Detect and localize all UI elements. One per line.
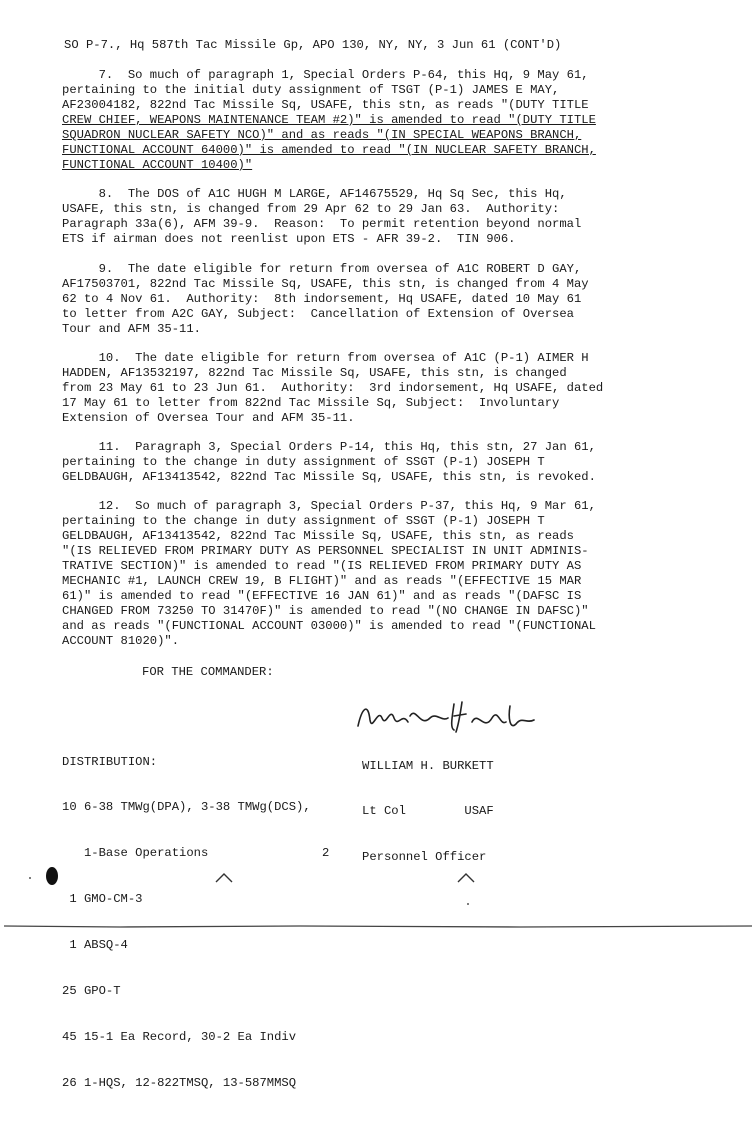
paragraph-line: pertaining to the change in duty assignment of SSGT (P-1) JOSEPH T	[62, 514, 545, 528]
signer-rank: Lt Col	[362, 804, 406, 819]
paragraph-line: 61)" is amended to read "(EFFECTIVE 16 JAN 61)" and as reads "(DAFSC IS	[62, 589, 582, 603]
paragraph-line: CREW CHIEF, WEAPONS MAINTENANCE TEAM #2)" is amended to read "(DUTY TITLE	[62, 113, 596, 127]
distribution-line: 45 15-1 Ea Record, 30-2 Ea Indiv	[62, 1029, 297, 1044]
paragraph-line: 12. So much of paragraph 3, Special Orders P-37, this Hq, 9 Mar 61,	[62, 499, 596, 513]
paragraph-line: ETS if airman does not reenlist upon ETS - AFR 39-2. TIN 906.	[62, 232, 516, 246]
distribution-line: 1 ABSQ-4	[62, 938, 128, 953]
paragraph-line: MECHANIC #1, LAUNCH CREW 19, B FLIGHT)" and as reads "(EFFECTIVE 15 MAR	[62, 574, 582, 588]
paragraph-line: ACCOUNT 81020)".	[62, 634, 180, 648]
distribution-line: 10 6-38 TMWg(DPA), 3-38 TMWg(DCS),	[62, 800, 311, 815]
paragraph-line: HADDEN, AF13532197, 822nd Tac Missile Sq, USAFE, this stn, is changed	[62, 366, 567, 380]
paragraph-line: TRATIVE SECTION)" is amended to read "(IS RELIEVED FROM PRIMARY DUTY AS	[62, 559, 582, 573]
paragraph-line: 11. Paragraph 3, Special Orders P-14, this Hq, this stn, 27 Jan 61,	[62, 440, 596, 454]
paragraph-line: and as reads "(FUNCTIONAL ACCOUNT 03000)" is amended to read "(FUNCTIONAL	[62, 619, 596, 633]
signer-service: USAF	[464, 804, 494, 819]
paragraph-line: "(IS RELIEVED FROM PRIMARY DUTY AS PERSONNEL SPECIALIST IN UNIT ADMINIS-	[62, 544, 589, 558]
scan-artifacts	[0, 860, 756, 940]
signer-name: WILLIAM H. BURKETT	[362, 758, 494, 773]
paragraph-line: pertaining to the initial duty assignment of TSGT (P-1) JAMES E MAY,	[62, 83, 560, 97]
distribution-line: 25 GPO-T	[62, 984, 121, 999]
paragraph-line: USAFE, this stn, is changed from 29 Apr 62 to 29 Jan 63. Authority:	[62, 202, 560, 216]
page-number: 2	[322, 846, 330, 860]
for-the-commander: FOR THE COMMANDER:	[142, 665, 274, 679]
paragraph-line: FUNCTIONAL ACCOUNT 64000)" is amended to read "(IN NUCLEAR SAFETY BRANCH,	[62, 143, 596, 157]
paragraph-line: SQUADRON NUCLEAR SAFETY NCO)" and as reads "(IN SPECIAL WEAPONS BRANCH,	[62, 128, 582, 142]
paragraph-line: Paragraph 33a(6), AFM 39-9. Reason: To permit retention beyond normal	[62, 217, 582, 231]
paragraph-line: 62 to 4 Nov 61. Authority: 8th indorsement, Hq USAFE, dated 10 May 61	[62, 292, 582, 306]
signer-rank-service	[362, 804, 494, 819]
paragraph-line: to letter from A2C GAY, Subject: Cancellation of Extension of Oversea	[62, 307, 574, 321]
paragraph-line: AF17503701, 822nd Tac Missile Sq, USAFE, this stn, is changed from 4 May	[62, 277, 589, 291]
paragraph-line: 9. The date eligible for return from oversea of A1C ROBERT D GAY,	[62, 262, 582, 276]
order-header: SO P-7., Hq 587th Tac Missile Gp, APO 130, NY, NY, 3 Jun 61 (CONT'D)	[64, 38, 562, 52]
paragraph-line: 10. The date eligible for return from oversea of A1C (P-1) AIMER H	[62, 351, 589, 365]
paragraph-line: GELDBAUGH, AF13413542, 822nd Tac Missile Sq, USAFE, this stn, as reads	[62, 529, 574, 543]
paragraph-line: Extension of Oversea Tour and AFM 35-11.	[62, 411, 355, 425]
paragraph-line: pertaining to the change in duty assignment of SSGT (P-1) JOSEPH T	[62, 455, 545, 469]
distribution-line: 1 GMO-CM-3	[62, 892, 143, 907]
paragraph-line: 17 May 61 to letter from 822nd Tac Missile Sq, Subject: Involuntary	[62, 396, 560, 410]
paragraph-line: CHANGED FROM 73250 TO 31470F)" is amended to read "(NO CHANGE IN DAFSC)"	[62, 604, 589, 618]
paragraph-line: Tour and AFM 35-11.	[62, 322, 201, 336]
distribution-line: 1-Base Operations	[62, 846, 209, 861]
paragraph-line: from 23 May 61 to 23 Jun 61. Authority: 3rd indorsement, Hq USAFE, dated	[62, 381, 604, 395]
paragraph-line: AF23004182, 822nd Tac Missile Sq, USAFE, this stn, as reads "(DUTY TITLE	[62, 98, 589, 112]
signer-title: Personnel Officer	[362, 850, 487, 865]
paragraph-line: 8. The DOS of A1C HUGH M LARGE, AF14675529, Hq Sq Sec, this Hq,	[62, 187, 567, 201]
distribution-line: 26 1-HQS, 12-822TMSQ, 13-587MMSQ	[62, 1075, 297, 1090]
paragraph-line: FUNCTIONAL ACCOUNT 10400)"	[62, 158, 253, 172]
paragraph-line: 7. So much of paragraph 1, Special Orders P-64, this Hq, 9 May 61,	[62, 68, 589, 82]
distribution-line: DISTRIBUTION:	[62, 754, 158, 769]
paragraph-line: GELDBAUGH, AF13413542, 822nd Tac Missile Sq, USAFE, this stn, is revoked.	[62, 470, 596, 484]
